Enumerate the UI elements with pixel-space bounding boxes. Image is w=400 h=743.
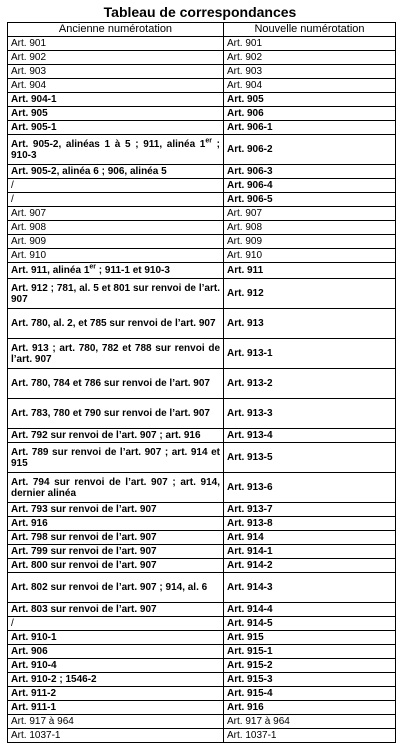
table-row <box>8 673 396 687</box>
table-row <box>8 617 396 631</box>
old-numbering-cell: Art. 780, 784 et 786 sur renvoi de l’art. 907 <box>8 369 224 399</box>
table-row <box>8 659 396 673</box>
new-numbering-cell: Art. 913-4 <box>224 429 396 443</box>
old-numbering-cell: Art. 916 <box>8 517 224 531</box>
old-numbering-cell: Art. 911, alinéa 1er ; 911-1 et 910-3 <box>8 263 224 279</box>
new-numbering-cell: Art. 915-1 <box>224 645 396 659</box>
new-numbering-cell: Art. 916 <box>224 701 396 715</box>
old-numbering-cell: Art. 907 <box>8 207 224 221</box>
table-row <box>8 603 396 617</box>
old-numbering-cell: Art. 794 sur renvoi de l’art. 907 ; art. 914, dernier alinéa <box>8 473 224 503</box>
new-numbering-cell: Art. 910 <box>224 249 396 263</box>
table-row <box>8 701 396 715</box>
new-numbering-cell: Art. 906-2 <box>224 135 396 165</box>
table-row <box>8 207 396 221</box>
table-row <box>8 193 396 207</box>
new-numbering-cell: Art. 915-2 <box>224 659 396 673</box>
table-row <box>8 93 396 107</box>
new-numbering-cell: Art. 906-1 <box>224 121 396 135</box>
old-numbering-cell: Art. 802 sur renvoi de l’art. 907 ; 914, al. 6 <box>8 573 224 603</box>
old-numbering-cell: Art. 910 <box>8 249 224 263</box>
new-numbering-cell: Art. 913-1 <box>224 339 396 369</box>
new-numbering-cell: Art. 904 <box>224 79 396 93</box>
table-row <box>8 107 396 121</box>
table-row <box>8 517 396 531</box>
old-numbering-cell: Art. 1037-1 <box>8 729 224 743</box>
new-numbering-cell: Art. 902 <box>224 51 396 65</box>
table-row <box>8 729 396 743</box>
new-numbering-cell: Art. 915 <box>224 631 396 645</box>
table-row <box>8 473 396 503</box>
old-numbering-cell: Art. 798 sur renvoi de l’art. 907 <box>8 531 224 545</box>
column-header-new: Nouvelle numérotation <box>224 23 396 37</box>
correspondence-table <box>7 22 396 743</box>
table-row <box>8 79 396 93</box>
table-row <box>8 687 396 701</box>
table-row <box>8 121 396 135</box>
table-row <box>8 135 396 165</box>
old-numbering-cell: Art. 905 <box>8 107 224 121</box>
old-numbering-cell: Art. 911-1 <box>8 701 224 715</box>
new-numbering-cell: Art. 915-4 <box>224 687 396 701</box>
table-row <box>8 631 396 645</box>
new-numbering-cell: Art. 915-3 <box>224 673 396 687</box>
old-numbering-cell: Art. 910-1 <box>8 631 224 645</box>
new-numbering-cell: Art. 909 <box>224 235 396 249</box>
old-numbering-cell: Art. 799 sur renvoi de l’art. 907 <box>8 545 224 559</box>
page-title: Tableau de correspondances <box>103 4 297 20</box>
new-numbering-cell: Art. 913-6 <box>224 473 396 503</box>
table-row <box>8 65 396 79</box>
old-numbering-cell: Art. 912 ; 781, al. 5 et 801 sur renvoi de l’art. 907 <box>8 279 224 309</box>
new-numbering-cell: Art. 913-8 <box>224 517 396 531</box>
new-numbering-cell: Art. 1037-1 <box>224 729 396 743</box>
new-numbering-cell: Art. 914-2 <box>224 559 396 573</box>
old-numbering-cell: Art. 906 <box>8 645 224 659</box>
new-numbering-cell: Art. 914-3 <box>224 573 396 603</box>
new-numbering-cell: Art. 913-5 <box>224 443 396 473</box>
old-numbering-cell: / <box>8 617 224 631</box>
old-numbering-cell: Art. 905-2, alinéa 6 ; 906, alinéa 5 <box>8 165 224 179</box>
table-row <box>8 263 396 279</box>
new-numbering-cell: Art. 913-7 <box>224 503 396 517</box>
new-numbering-cell: Art. 903 <box>224 65 396 79</box>
table-row <box>8 309 396 339</box>
table-row <box>8 221 396 235</box>
old-numbering-cell: Art. 800 sur renvoi de l’art. 907 <box>8 559 224 573</box>
table-row <box>8 399 396 429</box>
new-numbering-cell: Art. 906-3 <box>224 165 396 179</box>
old-numbering-cell: Art. 793 sur renvoi de l’art. 907 <box>8 503 224 517</box>
new-numbering-cell: Art. 914-5 <box>224 617 396 631</box>
old-numbering-cell: Art. 913 ; art. 780, 782 et 788 sur renvoi de l’art. 907 <box>8 339 224 369</box>
table-row <box>8 279 396 309</box>
new-numbering-cell: Art. 913 <box>224 309 396 339</box>
column-header-old: Ancienne numérotation <box>8 23 224 37</box>
old-numbering-cell: Art. 911-2 <box>8 687 224 701</box>
new-numbering-cell: Art. 906-5 <box>224 193 396 207</box>
table-header-row <box>8 23 396 37</box>
new-numbering-cell: Art. 905 <box>224 93 396 107</box>
new-numbering-cell: Art. 917 à 964 <box>224 715 396 729</box>
old-numbering-cell: Art. 910-4 <box>8 659 224 673</box>
new-numbering-cell: Art. 908 <box>224 221 396 235</box>
old-numbering-cell: / <box>8 179 224 193</box>
table-row <box>8 573 396 603</box>
new-numbering-cell: Art. 906-4 <box>224 179 396 193</box>
table-row <box>8 369 396 399</box>
new-numbering-cell: Art. 907 <box>224 207 396 221</box>
old-numbering-cell: Art. 917 à 964 <box>8 715 224 729</box>
table-row <box>8 715 396 729</box>
table-row <box>8 443 396 473</box>
old-numbering-cell: Art. 904-1 <box>8 93 224 107</box>
new-numbering-cell: Art. 914-1 <box>224 545 396 559</box>
old-numbering-cell: Art. 780, al. 2, et 785 sur renvoi de l’art. 907 <box>8 309 224 339</box>
old-numbering-cell: Art. 783, 780 et 790 sur renvoi de l’art. 907 <box>8 399 224 429</box>
table-body <box>8 37 396 743</box>
table-row <box>8 179 396 193</box>
table-row <box>8 339 396 369</box>
table-row <box>8 503 396 517</box>
table-row <box>8 165 396 179</box>
new-numbering-cell: Art. 914 <box>224 531 396 545</box>
old-numbering-cell: Art. 904 <box>8 79 224 93</box>
old-numbering-cell: Art. 792 sur renvoi de l’art. 907 ; art. 916 <box>8 429 224 443</box>
old-numbering-cell: Art. 902 <box>8 51 224 65</box>
new-numbering-cell: Art. 913-3 <box>224 399 396 429</box>
table-row <box>8 249 396 263</box>
old-numbering-cell: Art. 901 <box>8 37 224 51</box>
new-numbering-cell: Art. 913-2 <box>224 369 396 399</box>
old-numbering-cell: / <box>8 193 224 207</box>
table-row <box>8 235 396 249</box>
new-numbering-cell: Art. 901 <box>224 37 396 51</box>
table-row <box>8 51 396 65</box>
new-numbering-cell: Art. 912 <box>224 279 396 309</box>
table-row <box>8 37 396 51</box>
table-row <box>8 531 396 545</box>
table-row <box>8 559 396 573</box>
new-numbering-cell: Art. 906 <box>224 107 396 121</box>
old-numbering-cell: Art. 905-2, alinéas 1 à 5 ; 911, alinéa 1er ; 910-3 <box>8 135 224 165</box>
table-row <box>8 429 396 443</box>
table-row <box>8 545 396 559</box>
old-numbering-cell: Art. 905-1 <box>8 121 224 135</box>
old-numbering-cell: Art. 910-2 ; 1546-2 <box>8 673 224 687</box>
old-numbering-cell: Art. 908 <box>8 221 224 235</box>
old-numbering-cell: Art. 789 sur renvoi de l’art. 907 ; art. 914 et 915 <box>8 443 224 473</box>
old-numbering-cell: Art. 903 <box>8 65 224 79</box>
new-numbering-cell: Art. 911 <box>224 263 396 279</box>
old-numbering-cell: Art. 803 sur renvoi de l’art. 907 <box>8 603 224 617</box>
old-numbering-cell: Art. 909 <box>8 235 224 249</box>
table-row <box>8 645 396 659</box>
new-numbering-cell: Art. 914-4 <box>224 603 396 617</box>
